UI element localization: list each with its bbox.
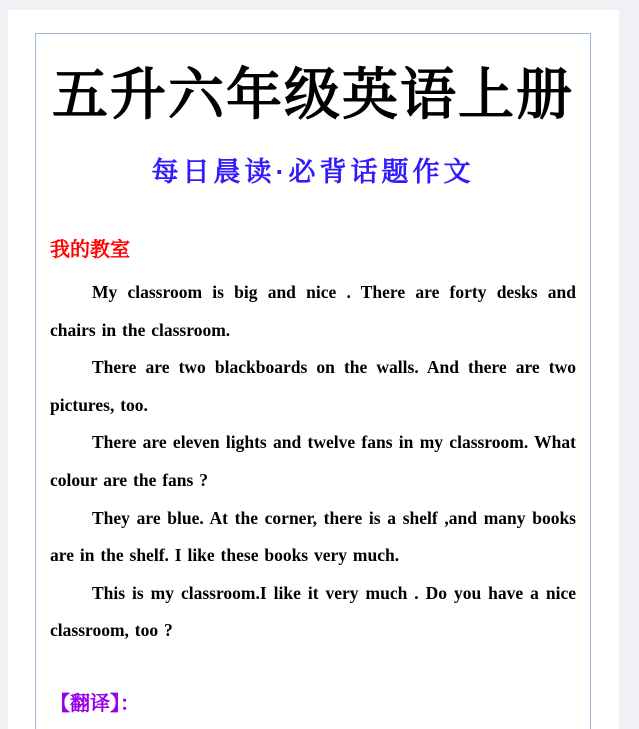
essay-paragraph: There are two blackboards on the walls. And there are two pictures, too. [50,357,576,415]
essay-heading: 我的教室 [50,239,130,261]
essay-paragraph: There are eleven lights and twelve fans in my classroom. What colour are the fans ? [50,432,576,490]
document-sheet [8,10,619,729]
essay-paragraph: This is my classroom.I like it very much . Do you have a nice classroom, too ? [50,582,576,641]
translation-label: 【翻译】： [50,692,140,715]
essay-paragraph: My classroom is big and nice . There are forty desks and chairs in the classroom. [50,282,576,340]
essay-body [50,274,576,650]
document-title: 五升六年级英语上册 [52,65,574,127]
content-border-box [35,33,591,729]
essay-paragraph: They are blue. At the corner, there is a shelf ,and many books are in the shelf. I like these books very much. [50,507,576,566]
document-subtitle: 每日晨读·必背话题作文 [151,157,475,187]
